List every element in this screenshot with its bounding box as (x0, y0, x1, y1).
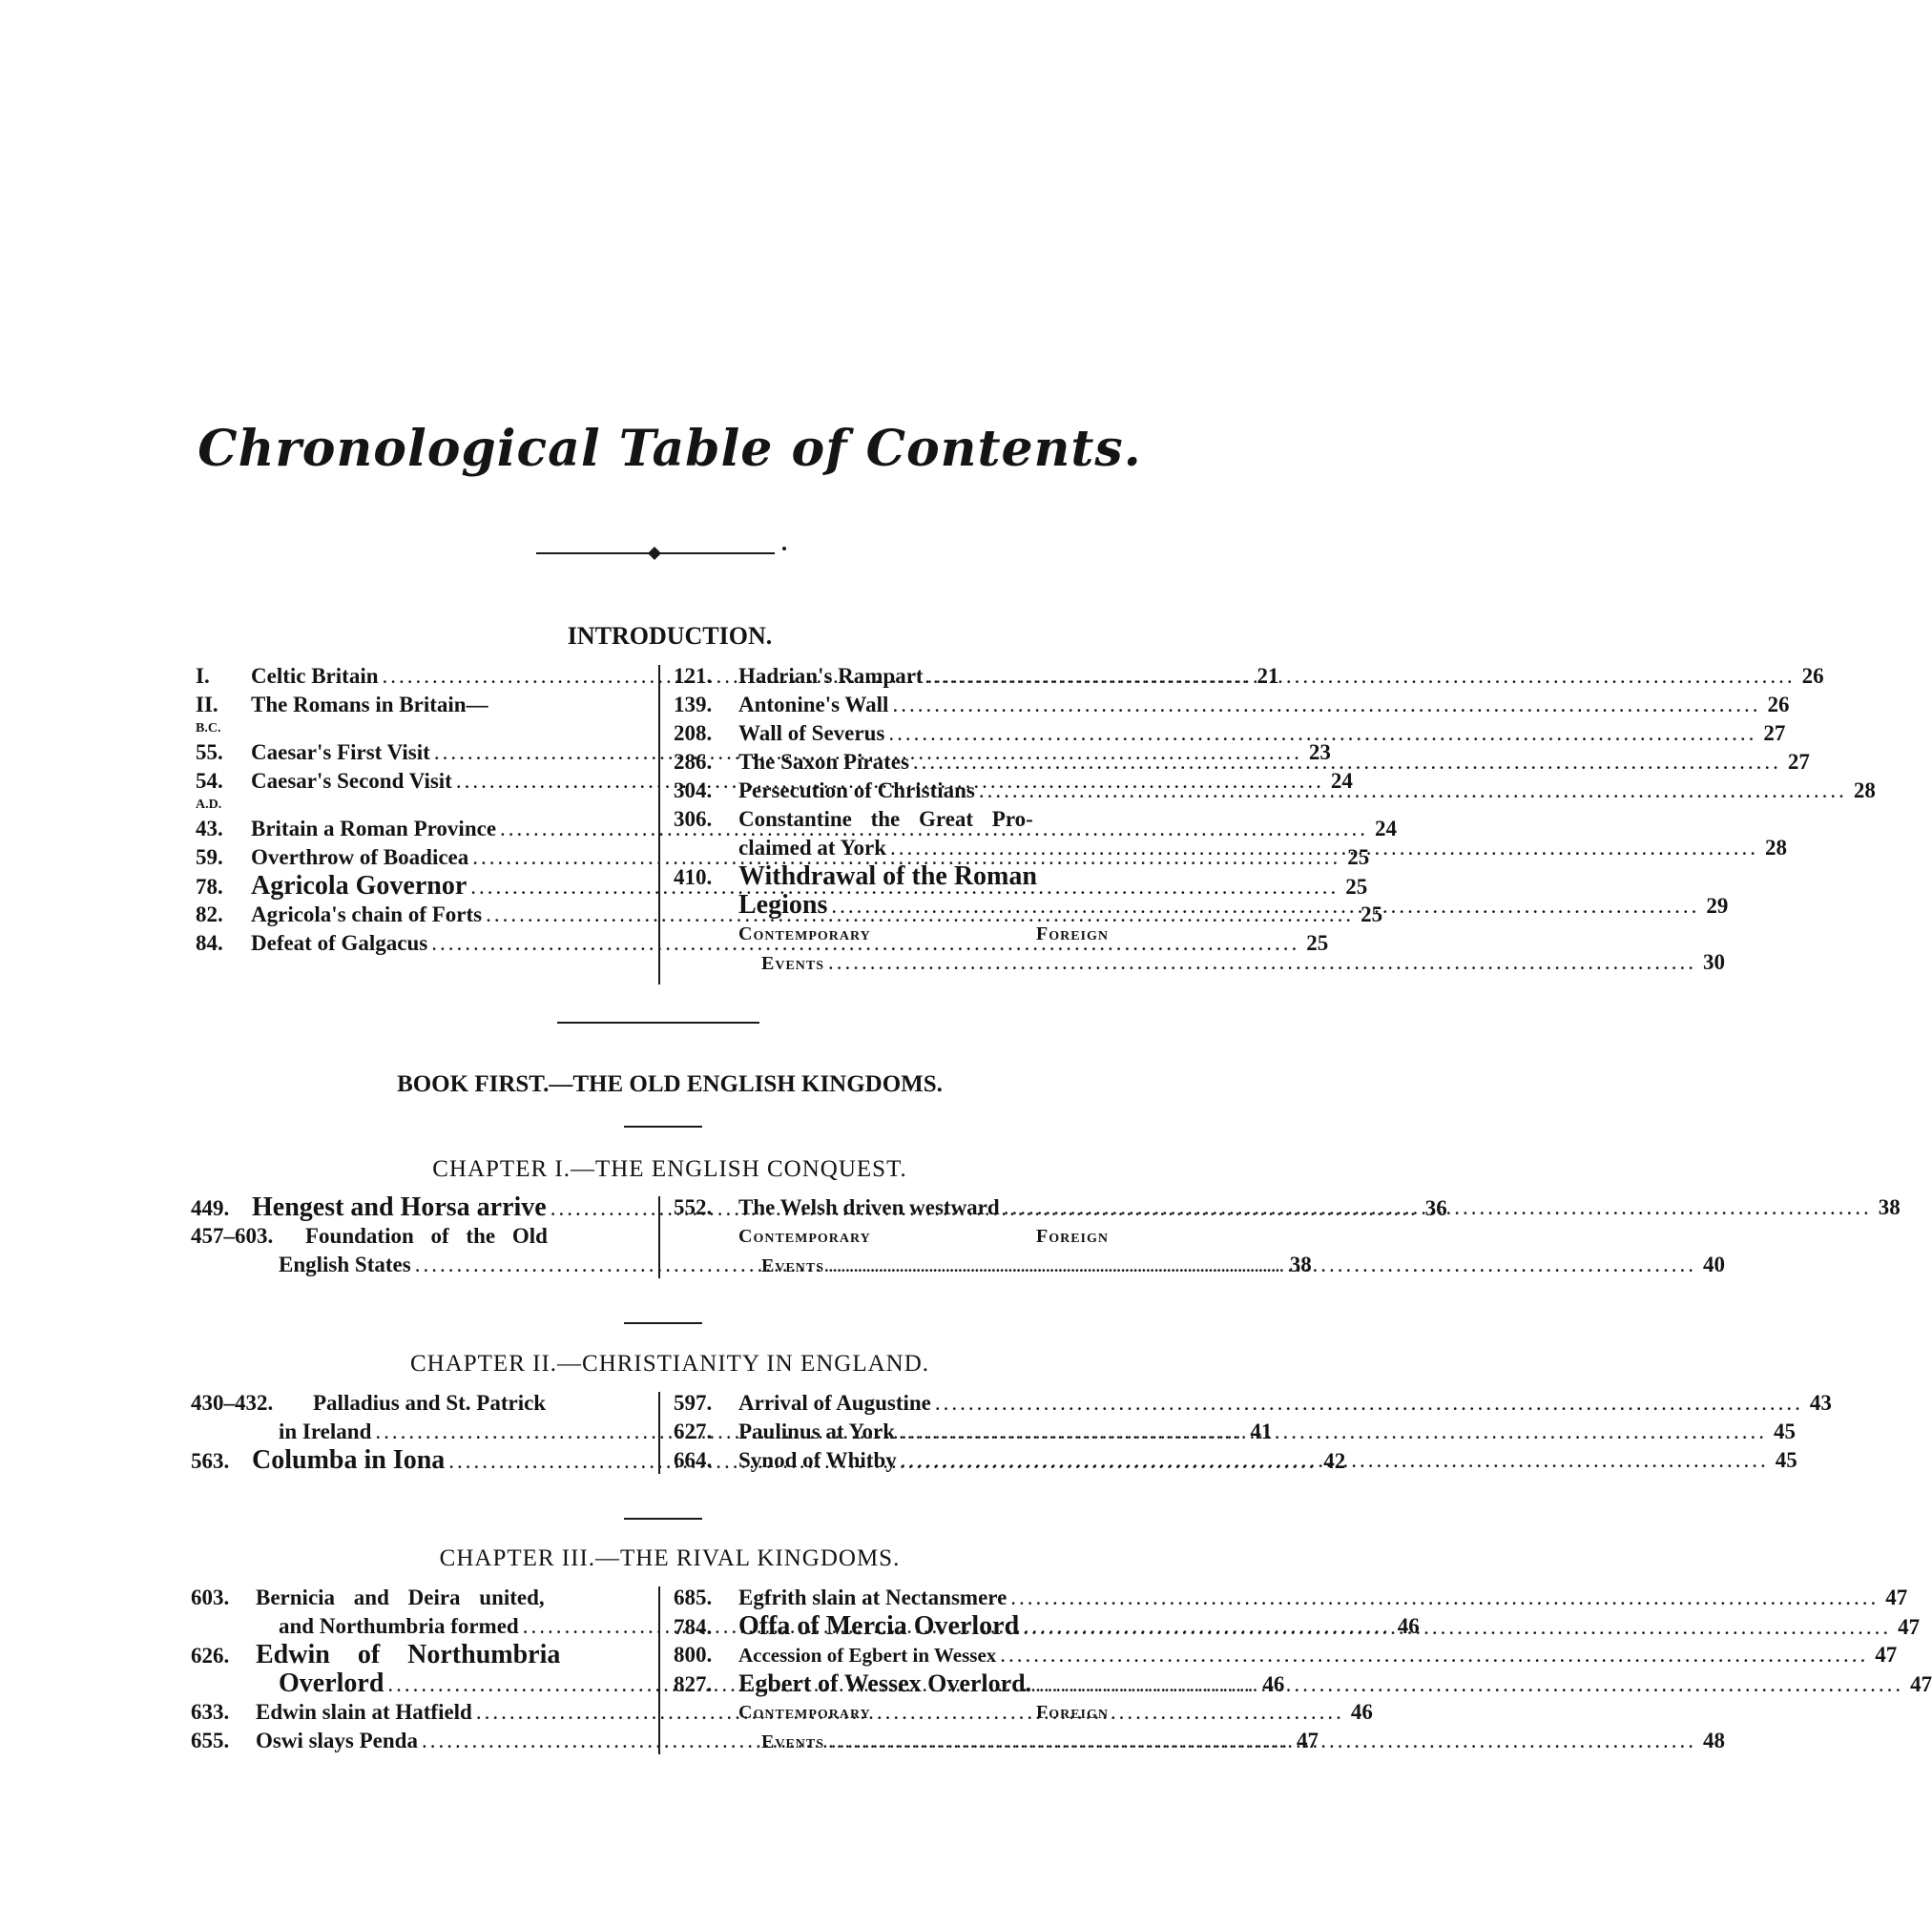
entry-number: 655. (191, 1729, 230, 1752)
entry-label: Hadrian's Rampart (738, 664, 924, 688)
entry-page: 25 (1361, 902, 1383, 926)
toc-entry[interactable] (196, 691, 655, 719)
entry-label: English States (279, 1253, 411, 1276)
entry-number: 603. (191, 1586, 230, 1609)
entry-page: 46 (1350, 1700, 1373, 1724)
column-divider (658, 1196, 660, 1278)
entry-number: 784. (674, 1615, 713, 1639)
toc-entry[interactable] (191, 1389, 655, 1418)
entry-number: 43. (196, 817, 223, 840)
toc-entry[interactable] (191, 1584, 655, 1612)
entry-page: 38 (1289, 1253, 1312, 1276)
entry-number: 55. (196, 740, 223, 764)
entry-page: 25 (1306, 931, 1329, 955)
entry-page: 25 (1347, 845, 1370, 869)
entry-label: Contemporary (738, 1702, 871, 1723)
entry-number: 685. (674, 1586, 713, 1609)
entry-page: 27 (1787, 750, 1810, 774)
entry-number: 597. (674, 1391, 713, 1415)
entry-label: claimed at York (738, 836, 887, 860)
entry-page: 47 (1898, 1615, 1921, 1639)
entry-label: Contemporary (738, 923, 871, 944)
entry-label: in Ireland (279, 1420, 372, 1443)
entry-label: Edwin of Northumbria (256, 1640, 561, 1669)
entry-number: 800. (674, 1643, 713, 1667)
entry-page: 36 (1424, 1196, 1447, 1220)
entry-label: Events (761, 1255, 825, 1276)
toc-entry[interactable] (674, 719, 1786, 748)
entry-label: Agricola Governor (251, 871, 467, 901)
entry-label: Britain a Roman Province (251, 817, 497, 840)
entry-label: Edwin slain at Hatfield (256, 1700, 472, 1724)
entry-page: 40 (1703, 1253, 1726, 1276)
entry-number: 304. (674, 778, 713, 802)
entry-label: Paulinus at York (738, 1420, 896, 1443)
entry-page: 26 (1801, 664, 1824, 688)
entry-page: 28 (1853, 778, 1876, 802)
entry-number: 633. (191, 1700, 230, 1724)
section-rule (624, 1126, 702, 1128)
toc-entry[interactable] (674, 662, 1824, 691)
entry-page: 45 (1775, 1448, 1797, 1472)
entry-number: 552. (674, 1195, 713, 1219)
page-title: Chronological Table of Contents. (197, 420, 1142, 478)
entry-number: 563. (191, 1449, 230, 1473)
entry-number: 430–432. (191, 1391, 274, 1415)
column-divider (658, 1392, 660, 1474)
entry-label: and Northumbria formed (279, 1614, 519, 1638)
section-rule (624, 1322, 702, 1324)
entry-label: Events (761, 1731, 825, 1752)
toc-entry[interactable] (674, 1641, 1898, 1669)
entry-number: 306. (674, 807, 713, 831)
introduction-heading: INTRODUCTION. (567, 622, 773, 650)
entry-number: 78. (196, 875, 223, 899)
entry-label: Offa of Mercia Overlord (738, 1611, 1020, 1641)
toc-entry[interactable] (191, 1222, 655, 1251)
column-divider (658, 665, 660, 985)
entry-label: Oswi slays Penda (256, 1729, 418, 1752)
toc-entry[interactable] (191, 1641, 655, 1669)
entry-number: 82. (196, 902, 223, 926)
entry-number: 139. (674, 693, 713, 716)
entry-label: Caesar's First Visit (251, 740, 430, 764)
era-label-ad: A.D. (196, 798, 222, 812)
entry-page: 45 (1774, 1420, 1797, 1443)
toc-entry[interactable] (674, 1222, 1109, 1251)
column-divider (658, 1586, 660, 1754)
entry-label: Constantine the Great Pro- (738, 807, 1033, 831)
entry-number: 627. (674, 1420, 713, 1443)
entry-label: Foreign (1035, 1226, 1109, 1247)
entry-number: 286. (674, 750, 713, 774)
entry-page: 46 (1397, 1614, 1420, 1638)
entry-label: Accession of Egbert in Wessex (738, 1644, 997, 1667)
entry-label: Palladius and St. Patrick (313, 1391, 547, 1415)
entry-page: 46 (1262, 1672, 1285, 1696)
entry-label: Contemporary (738, 1226, 871, 1247)
entry-page: 25 (1345, 875, 1368, 899)
entry-number: 54. (196, 769, 223, 793)
entry-page: 23 (1308, 740, 1331, 764)
toc-entry[interactable] (674, 920, 1109, 948)
entry-label: Synod of Whitby (738, 1448, 897, 1472)
entry-page: 38 (1878, 1195, 1901, 1219)
entry-label: The Welsh driven westward (738, 1195, 1000, 1219)
entry-page: 24 (1330, 769, 1353, 793)
entry-label: Caesar's Second Visit (251, 769, 452, 793)
section-rule (624, 1518, 702, 1520)
chapter-1-heading: CHAPTER I.—THE ENGLISH CONQUEST. (432, 1156, 907, 1182)
entry-page: 29 (1706, 894, 1729, 918)
entry-label: Foreign (1035, 923, 1109, 944)
entry-label: Columba in Iona (252, 1445, 446, 1475)
entry-label: Agricola's chain of Forts (251, 902, 483, 926)
entry-label: Defeat of Galgacus (251, 931, 428, 955)
entry-label: Celtic Britain (251, 664, 379, 688)
entry-label: Withdrawal of the Roman (738, 861, 1037, 891)
entry-number: 208. (674, 721, 713, 745)
entry-label: Wall of Severus (738, 721, 885, 745)
entry-page: 21 (1257, 664, 1279, 688)
entry-page: 24 (1375, 817, 1398, 840)
toc-entry[interactable] (674, 1584, 1908, 1612)
entry-number: 410. (674, 865, 713, 889)
book-first-heading: BOOK FIRST.—THE OLD ENGLISH KINGDOMS. (397, 1071, 943, 1097)
entry-page: 48 (1703, 1729, 1726, 1752)
section-rule (557, 1022, 759, 1024)
chapter-3-heading: CHAPTER III.—THE RIVAL KINGDOMS. (439, 1545, 901, 1571)
toc-entry[interactable] (674, 1389, 1832, 1418)
entry-number: 664. (674, 1448, 713, 1472)
toc-entry-continuation[interactable] (674, 948, 1726, 977)
entry-label: Overthrow of Boadicea (251, 845, 469, 869)
entry-page: 47 (1910, 1672, 1932, 1696)
entry-page: 42 (1323, 1449, 1346, 1473)
entry-label: Bernicia and Deira united, (256, 1586, 545, 1609)
toc-entry[interactable] (674, 805, 1109, 834)
entry-page: 30 (1703, 950, 1726, 974)
entry-page: 47 (1296, 1729, 1319, 1752)
entry-number: 121. (674, 664, 713, 688)
entry-page: 47 (1875, 1643, 1898, 1667)
entry-label: Overlord (279, 1669, 384, 1698)
entry-number: 59. (196, 845, 223, 869)
toc-entry[interactable] (674, 1698, 1109, 1727)
entry-number: I. (196, 664, 210, 688)
entry-label: Foreign (1035, 1702, 1109, 1723)
entry-label: Events (761, 953, 825, 974)
entry-label: The Saxon Pirates (738, 750, 909, 774)
entry-label: Persecution of Christians (738, 778, 975, 802)
entry-page: 27 (1763, 721, 1786, 745)
chapter-2-heading: CHAPTER II.—CHRISTIANITY IN ENGLAND. (409, 1351, 930, 1377)
entry-label: Antonine's Wall (738, 693, 889, 716)
entry-page: 26 (1767, 693, 1790, 716)
entry-label: Hengest and Horsa arrive (252, 1192, 547, 1222)
entry-label: Foundation of the Old (305, 1224, 548, 1248)
entry-number: II. (196, 693, 218, 716)
toc-entry[interactable] (674, 862, 1109, 891)
entry-label: Egfrith slain at Nectansmere (738, 1586, 1008, 1609)
entry-label: Egbert of Wessex Overlord. (738, 1669, 1032, 1697)
entry-number: 827. (674, 1672, 713, 1696)
entry-number: 84. (196, 931, 223, 955)
toc-entry[interactable] (674, 691, 1790, 719)
ornament-divider (534, 546, 788, 561)
entry-page: 41 (1250, 1420, 1273, 1443)
entry-number: 626. (191, 1644, 230, 1668)
entry-label: Arrival of Augustine (738, 1391, 931, 1415)
entry-page: 28 (1765, 836, 1788, 860)
entry-page: 43 (1809, 1391, 1832, 1415)
entry-label: Legions (738, 890, 828, 920)
entry-number: 449. (191, 1196, 230, 1220)
entry-number: 457–603. (191, 1224, 274, 1248)
entry-label: The Romans in Britain— (251, 693, 488, 716)
era-label-bc: B.C. (196, 721, 221, 736)
entry-page: 47 (1885, 1586, 1908, 1609)
